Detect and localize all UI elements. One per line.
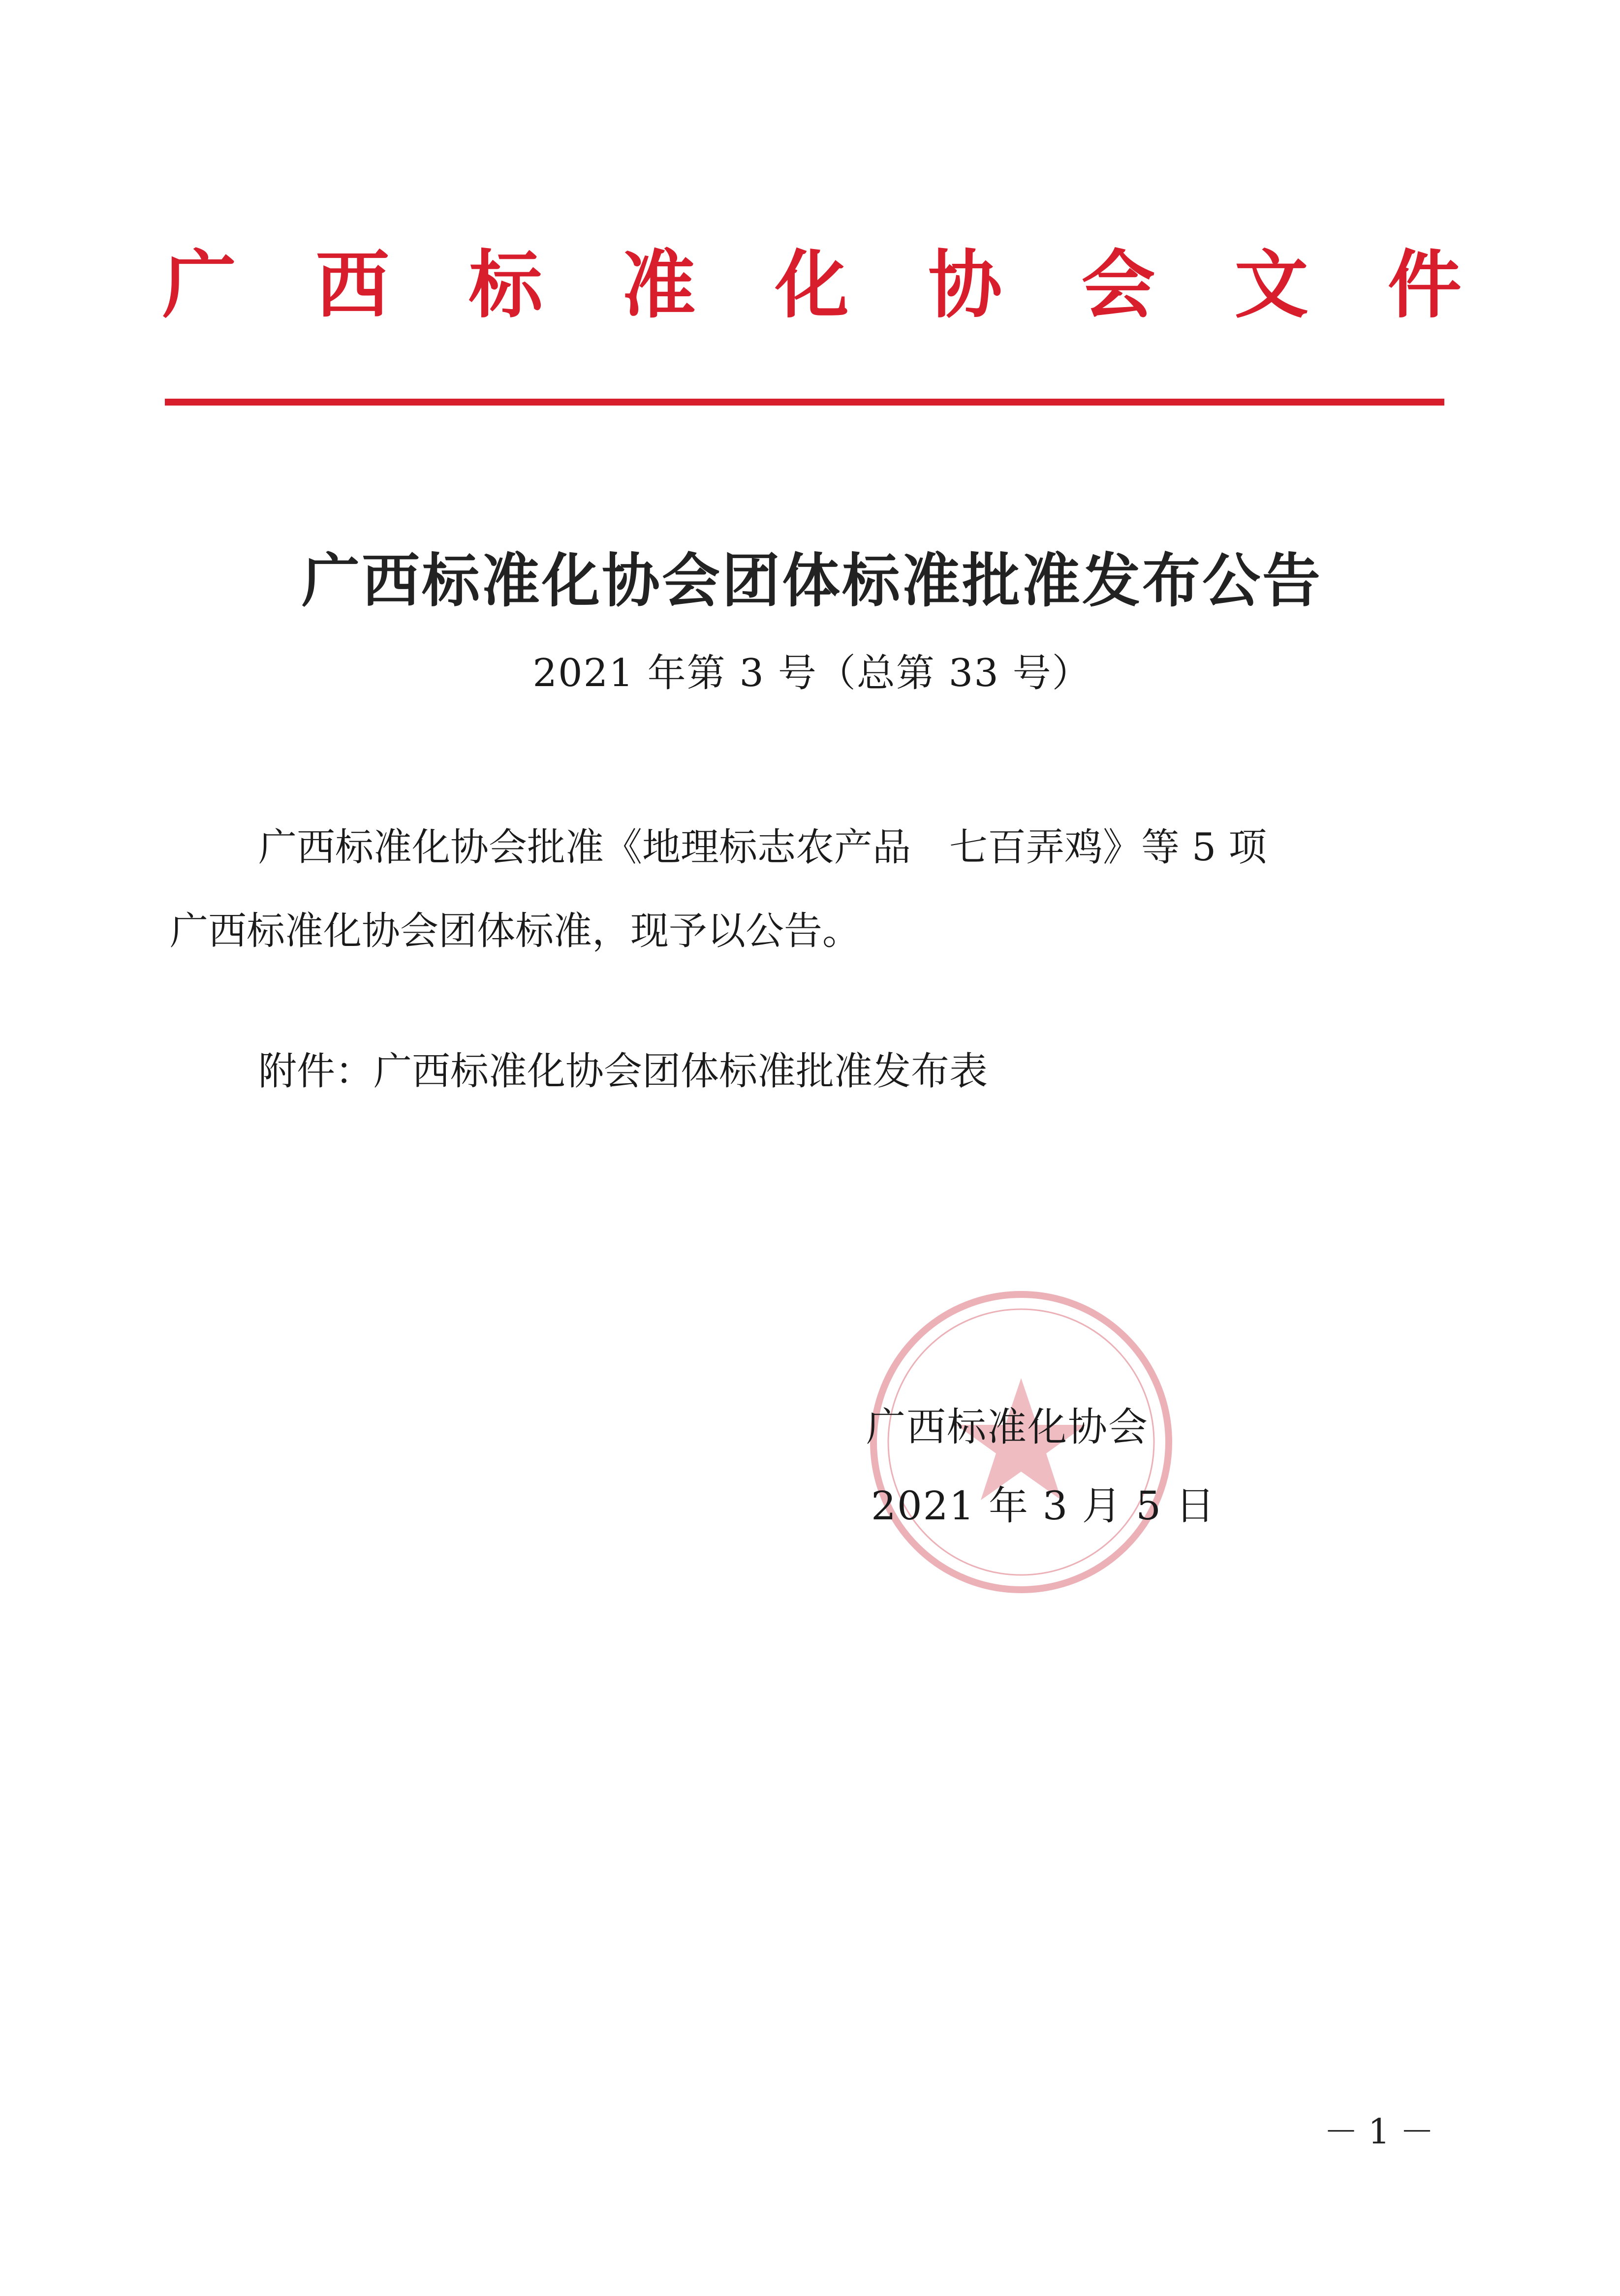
- masthead-char: 件: [1387, 243, 1462, 328]
- attachment-line: 附件：广西标准化协会团体标准批准发布表: [258, 1049, 988, 1094]
- red-divider: [165, 399, 1444, 406]
- announcement-title: 广西标准化协会团体标准批准发布公告: [301, 547, 1322, 615]
- masthead: [162, 226, 1462, 345]
- signature-organization: 广西标准化协会: [866, 1404, 1149, 1450]
- masthead-char: 准: [622, 243, 696, 328]
- document-number: 2021 年第 3 号（总第 33 号）: [532, 651, 1091, 695]
- masthead-char: 西: [315, 243, 390, 328]
- body-paragraph-1: 广西标准化协会批准《地理标志农产品 七百弄鸡》等 5 项: [258, 825, 1267, 870]
- masthead-char: 会: [1081, 243, 1155, 328]
- masthead-char: 协: [928, 243, 1002, 328]
- page-number: －1－: [1324, 2111, 1444, 2152]
- signature-date: 2021 年 3 月 5 日: [871, 1483, 1216, 1529]
- masthead-char: 化: [775, 243, 849, 328]
- masthead-char: 标: [468, 243, 543, 328]
- masthead-char: 广: [162, 243, 237, 328]
- body-paragraph-2: 广西标准化协会团体标准，现予以公告。: [170, 909, 861, 953]
- masthead-char: 文: [1234, 243, 1308, 328]
